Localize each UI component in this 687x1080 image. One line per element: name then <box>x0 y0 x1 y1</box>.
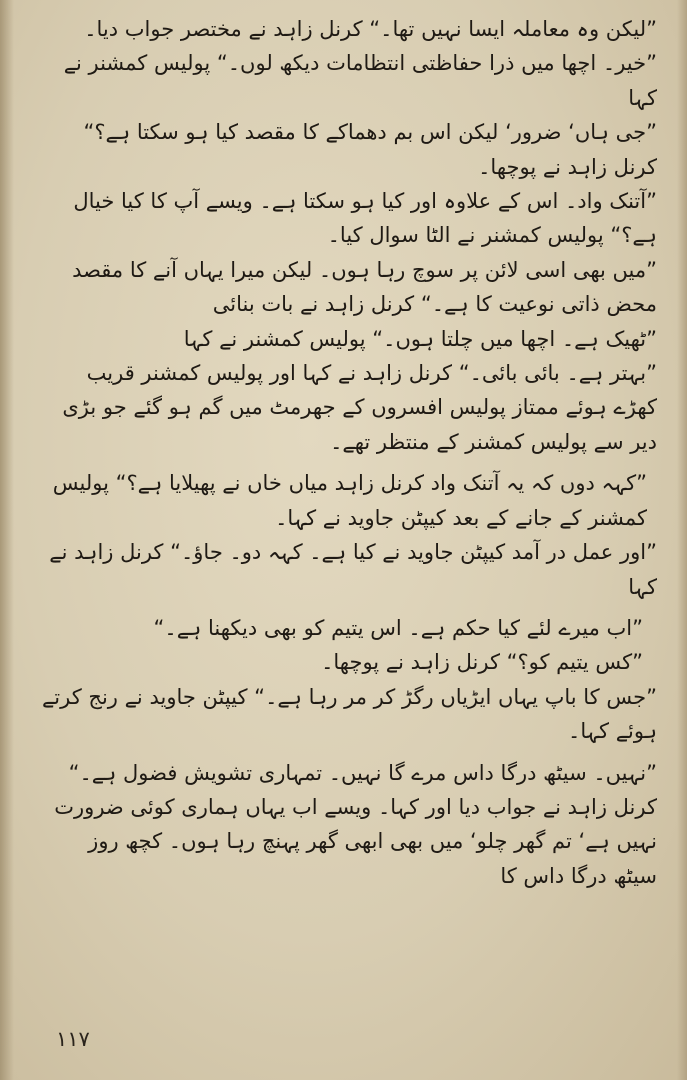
paragraph-9: ”اور عمل در آمد کیپٹن جاوید نے کیا ہے۔ کہہ دو۔ جاؤ۔“ کرنل زاہد نے کہا <box>49 540 657 599</box>
paragraph-11: ”کس یتیم کو؟“ کرنل زاہد نے پوچھا۔ <box>321 650 643 675</box>
paragraph-13: ”نہیں۔ سیٹھ درگا داس مرے گا نہیں۔ تمہاری تشویش فضول ہے۔“ کرنل زاہد نے جواب دیا اور کہا۔ ویسے اب یہاں ہماری کوئی ضرورت نہیں ہے‘ تم گھر چلو‘ میں بھی ابھی گھر پہنچ رہا ہوں۔ کچھ روز سیٹھ درگا داس کا <box>54 760 657 888</box>
page-number: ۱۱۷ <box>56 1027 90 1051</box>
paragraph-12: ”جس کا باپ یہاں ایڑیاں رگڑ کر مر رہا ہے۔“ کیپٹن جاوید نے رنج کرتے ہوئے کہا۔ <box>42 684 657 744</box>
paragraph-2: ”خیر۔ اچھا میں ذرا حفاظتی انتظامات دیکھ لوں۔“ پولیس کمشنر نے کہا <box>63 51 657 110</box>
paragraph-1: ”لیکن وہ معاملہ ایسا نہیں تھا۔“ کرنل زاہد نے مختصر جواب دیا۔ <box>84 17 657 41</box>
paragraph-5: ”میں بھی اسی لائن پر سوچ رہا ہوں۔ لیکن میرا یہاں آنے کا مقصد محض ذاتی نوعیت کا ہے۔“ کرنل زاہد نے بات بنائی <box>72 257 657 317</box>
page-text <box>40 12 657 893</box>
paragraph-10: ”اب میرے لئے کیا حکم ہے۔ اس یتیم کو بھی دیکھنا ہے۔“ <box>153 615 643 640</box>
paragraph-8: ”کہہ دوں کہ یہ آتنک واد کرنل زاہد میاں خاں نے پھیلایا ہے؟“ پولیس کمشنر کے جانے کے بعد کیپٹن جاوید نے کہا۔ <box>52 471 647 530</box>
paragraph-7: ”بہتر ہے۔ بائی بائی۔“ کرنل زاہد نے کہا اور پولیس کمشنر قریب کھڑے ہوئے ممتاز پولیس افسروں کے جھرمٹ میں گم ہو گئے جو بڑی دیر سے پولیس کمشنر کے منتظر تھے۔ <box>62 361 657 454</box>
paragraph-6: ”ٹھیک ہے۔ اچھا میں چلتا ہوں۔“ پولیس کمشنر نے کہا <box>183 326 657 351</box>
paragraph-3: ”جی ہاں‘ ضرور‘ لیکن اس بم دھماکے کا مقصد کیا ہو سکتا ہے؟“ کرنل زاہد نے پوچھا۔ <box>83 120 657 179</box>
paragraph-4: ”آتنک واد۔ اس کے علاوہ اور کیا ہو سکتا ہے۔ ویسے آپ کا کیا خیال ہے؟“ پولیس کمشنر نے الٹا سوال کیا۔ <box>73 189 657 248</box>
